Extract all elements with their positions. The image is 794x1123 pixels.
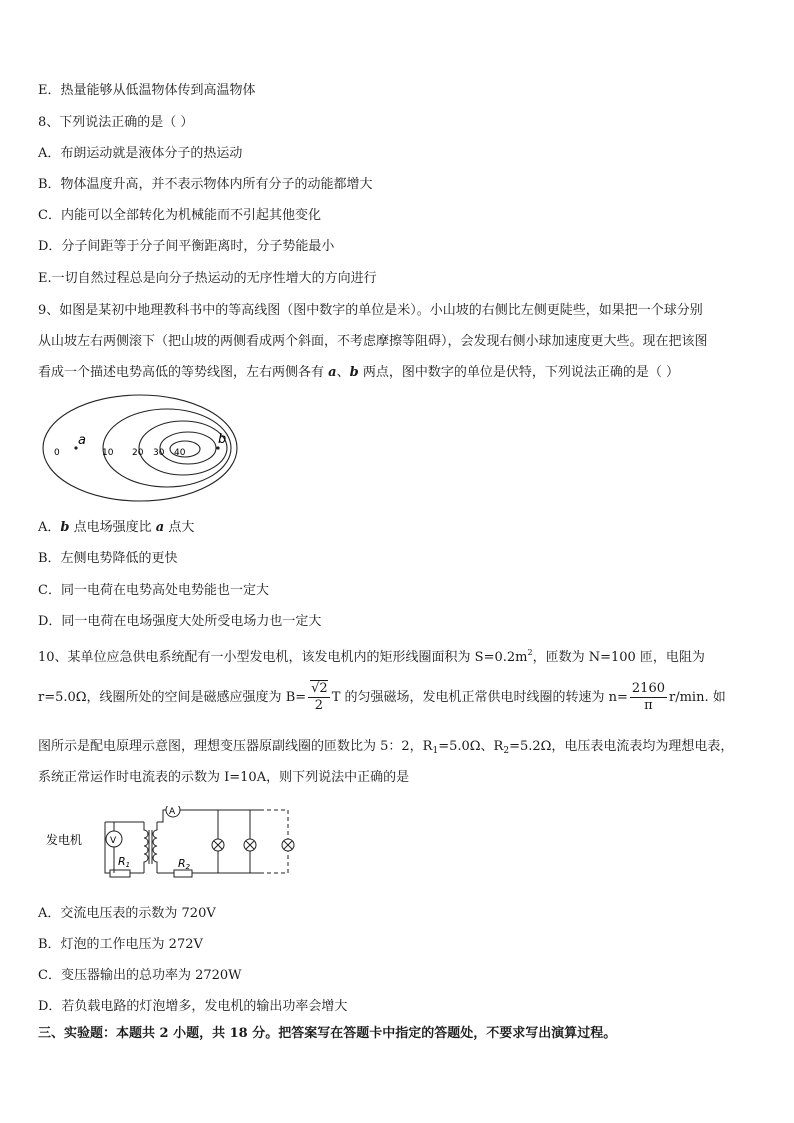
q9-stem-line3: 看成一个描述电势高低的等势线图，左右两侧各有 a、b 两点，图中数字的单位是伏特，下列说法正确的是（ ） — [38, 365, 679, 380]
contour-label-30: 30 — [153, 448, 165, 458]
q8-option-b: B．物体温度升高，并不表示物体内所有分子的动能都增大 — [38, 177, 373, 192]
generator-label: 发电机 — [46, 833, 83, 847]
ammeter-label: A — [169, 807, 176, 817]
q9-stem-line1: 9、如图是某初中地理教科书中的等高线图（图中数字的单位是米）。小山坡的右侧比左侧更陡些，如果把一个球分别 — [38, 303, 703, 318]
circuit-figure — [40, 806, 298, 886]
q9-option-a: A．b 点电场强度比 a 点大 — [38, 520, 195, 535]
q9-option-b: B．左侧电势降低的更快 — [38, 551, 178, 566]
q8-option-d: D．分子间距等于分子间平衡距离时，分子势能最小 — [38, 239, 335, 254]
q10-option-c: C．变压器输出的总功率为 2720W — [38, 968, 242, 983]
voltmeter-label: V — [110, 836, 117, 846]
resistor-r1 — [110, 870, 130, 877]
contour-label-10: 10 — [102, 448, 114, 458]
q8-option-c: C．内能可以全部转化为机械能而不引起其他变化 — [38, 208, 321, 223]
n-fraction: $\frac{2160}{\pi}$ — [631, 681, 665, 713]
r2-label: R2 — [178, 857, 191, 871]
q8-option-e: E.一切自然过程总是向分子热运动的无序性增大的方向进行 — [38, 271, 377, 286]
contour-figure — [40, 392, 240, 504]
point-a-label: a — [78, 433, 86, 448]
q9-option-d: D．同一电荷在电场强度大处所受电场力也一定大 — [38, 614, 322, 629]
section-3-heading: 三、实验题：本题共 2 小题，共 18 分。把答案写在答题卡中指定的答题处，不要求写出演算过程。 — [38, 1026, 617, 1041]
resistor-r2 — [174, 870, 192, 877]
q10-option-d: D．若负载电路的灯泡增多，发电机的输出功率会增大 — [38, 999, 348, 1014]
q10-option-a: A．交流电压表的示数为 720V — [38, 906, 216, 921]
b-fraction: $\frac{√2}{2}$ — [308, 681, 330, 714]
q10-stem-line1: 10、某单位应急供电系统配有一小型发电机，该发电机内的矩形线圈面积为 $S=0.2m^2$，匝数为 N=100 匝，电阻为 — [38, 648, 705, 665]
q10-option-b: B．灯泡的工作电压为 272V — [38, 937, 203, 952]
q10-stem-line4: 系统正常运作时电流表的示数为 I=10A，则下列说法中正确的是 — [38, 770, 410, 785]
q8-option-a: A．布朗运动就是液体分子的热运动 — [38, 146, 243, 161]
contour-label-40: 40 — [174, 448, 186, 458]
r1-label: R1 — [118, 855, 131, 869]
q10-stem-line3: 图所示是配电原理示意图，理想变压器原副线圈的匝数比为 5：2，$R_1=5.0\Omega$、$R_2=5.2\Omega$，电压表电流表均为理想电表， — [38, 739, 734, 756]
contour-label-0: 0 — [54, 448, 60, 458]
contour-label-20: 20 — [132, 448, 144, 458]
q7-option-e: E．热量能够从低温物体传到高温物体 — [38, 83, 256, 98]
point-b-label: b — [218, 432, 227, 447]
q9-stem-line2: 从山坡左右两侧滚下（把山坡的两侧看成两个斜面，不考虑摩擦等阻碍），会发现右侧小球加速度更大些。现在把该图 — [38, 334, 708, 349]
q8-stem: 8、下列说法正确的是（ ） — [38, 115, 194, 130]
q9-option-c: C．同一电荷在电势高处电势能也一定大 — [38, 583, 269, 598]
q10-stem-line2: r=5.0Ω，线圈所处的空间是磁感应强度为 B= $\frac{√2}{2}$ T 的匀强磁场，发电机正常供电时线圈的转速为 n= $\frac{2160}{\pi}$ r/min. 如 — [38, 681, 726, 713]
